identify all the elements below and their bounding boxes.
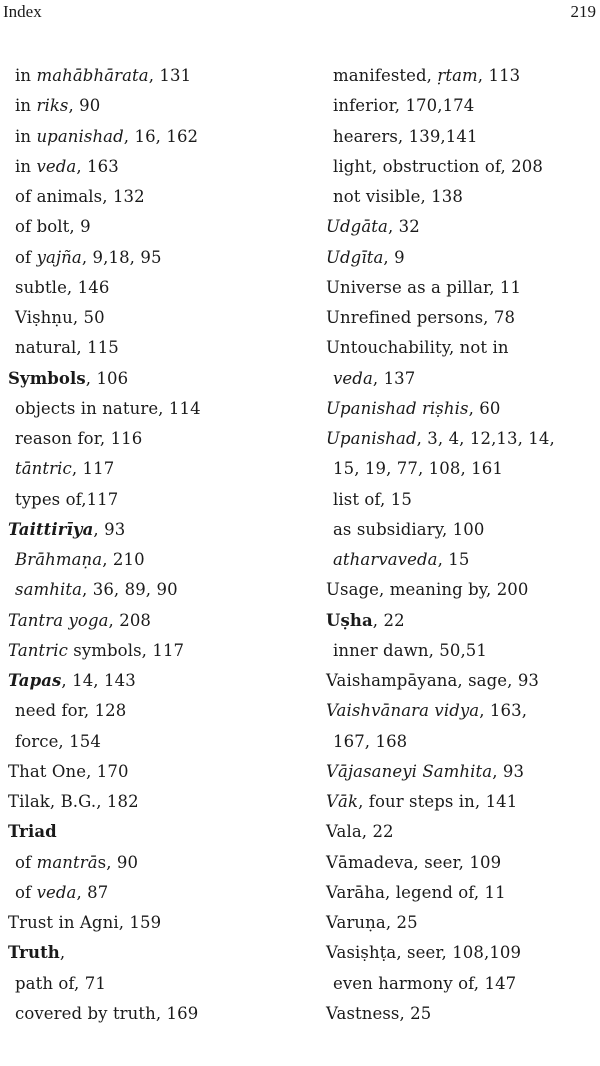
index-entry	[0, 666, 290, 696]
entry-text: , 106	[85, 368, 129, 388]
index-entry	[318, 394, 600, 424]
entry-text: yajña	[36, 247, 82, 267]
index-subentry	[0, 424, 290, 454]
index-column-left	[0, 61, 290, 1029]
entry-text: path of, 71	[15, 973, 106, 993]
index-entry	[318, 212, 600, 242]
entry-text: riks	[36, 96, 69, 116]
entry-text: tāntric	[15, 459, 72, 479]
entry-text: as subsidiary, 100	[333, 519, 485, 539]
entry-text: , 208	[108, 610, 152, 630]
entry-text: Varāha, legend of, 11	[326, 882, 506, 902]
entry-text: types of,117	[15, 489, 119, 509]
index-subentry	[0, 727, 290, 757]
entry-text: , 131	[148, 66, 192, 85]
entry-text: in	[15, 66, 37, 85]
entry-text: of	[15, 852, 37, 872]
entry-text: Usage, meaning by, 200	[326, 580, 529, 600]
entry-text: of animals, 132	[15, 187, 145, 206]
entry-text: , 163	[76, 156, 119, 176]
entry-text: inferior, 170,174	[333, 96, 475, 116]
index-subentry	[0, 999, 290, 1029]
index-subentry	[318, 152, 600, 182]
entry-text: Vastness, 25	[326, 1003, 432, 1023]
index-subentry	[318, 969, 600, 999]
index-entry	[0, 515, 290, 545]
entry-text: , 93	[492, 761, 525, 781]
index-subentry	[0, 696, 290, 726]
index-entry	[318, 787, 600, 817]
entry-text: , 117	[71, 459, 115, 479]
index-subentry	[318, 122, 600, 152]
page-number: 219	[570, 2, 596, 21]
index-entry	[0, 364, 290, 394]
entry-text: , 210	[102, 550, 145, 569]
index-subentry	[318, 485, 600, 515]
entry-text: mantrā	[36, 852, 98, 872]
entry-text: , 9	[383, 247, 405, 267]
entry-text: , 87	[76, 882, 109, 902]
entry-text: Taittirīya	[8, 519, 94, 539]
index-subentry	[0, 454, 290, 484]
entry-text: reason for, 116	[15, 429, 143, 448]
index-subentry	[318, 61, 600, 91]
entry-text: Tapas	[8, 671, 62, 690]
entry-text: , 15	[437, 550, 470, 569]
entry-text: Udgīta	[326, 247, 384, 267]
entry-text: Symbols	[8, 368, 86, 388]
index-entry	[0, 787, 290, 817]
entry-text: , 36, 89, 90	[82, 580, 178, 600]
entry-text: , 137	[372, 368, 416, 388]
entry-text: ṛtam	[437, 66, 478, 85]
entry-text: in	[15, 96, 37, 116]
entry-text: , 16, 162	[123, 126, 199, 146]
entry-text: ,	[59, 943, 66, 963]
entry-text: symbols, 117	[67, 640, 185, 660]
entry-text: , 93	[93, 519, 126, 539]
entry-text: inner dawn, 50,51	[333, 640, 488, 660]
index-entry	[318, 848, 600, 878]
entry-text: hearers, 139,141	[333, 126, 478, 146]
index-entry	[318, 938, 600, 968]
index-subentry	[318, 91, 600, 121]
entry-text: , 3, 4, 12,13, 14,	[416, 429, 555, 448]
entry-text: , 14, 143	[61, 671, 136, 690]
entry-text: Truth	[8, 943, 60, 963]
entry-text: samhita	[15, 580, 83, 600]
entry-text: objects in nature, 114	[15, 398, 201, 418]
index-subentry	[0, 575, 290, 605]
entry-text: , 60	[468, 398, 501, 418]
index-subentry	[0, 212, 290, 242]
index-subentry	[0, 182, 290, 212]
entry-text: of	[15, 247, 37, 267]
entry-text: 15, 19, 77, 108, 161	[333, 459, 503, 479]
index-entry	[318, 999, 600, 1029]
entry-text: Universe as a pillar, 11	[326, 277, 522, 297]
entry-text: veda	[36, 882, 77, 902]
index-entry	[318, 757, 600, 787]
index-entry	[0, 757, 290, 787]
index-subentry	[0, 91, 290, 121]
entry-text: in	[15, 126, 37, 146]
entry-text: That One, 170	[8, 761, 129, 781]
entry-text: veda	[333, 368, 373, 388]
entry-text: , 9,18, 95	[81, 247, 162, 267]
entry-text: Uṣha	[326, 610, 373, 630]
entry-text: Upanishad riṣhis	[326, 398, 469, 418]
index-entry	[318, 303, 600, 333]
index-subentry	[0, 333, 290, 363]
entry-text: list of, 15	[333, 489, 412, 509]
index-entry	[318, 878, 600, 908]
index-subentry	[318, 182, 600, 212]
index-entry	[318, 908, 600, 938]
index-entry	[318, 817, 600, 847]
entry-text: Tantric	[8, 640, 68, 660]
entry-text: s, 90	[97, 852, 139, 872]
entry-text: manifested,	[333, 66, 438, 85]
entry-text: Vāmadeva, seer, 109	[326, 852, 502, 872]
entry-text: , 113	[477, 66, 521, 85]
index-entry	[318, 575, 600, 605]
entry-text: , 90	[68, 96, 101, 116]
index-subentry	[0, 152, 290, 182]
index-subentry	[318, 454, 600, 484]
index-subentry	[0, 969, 290, 999]
running-head-title: Index	[3, 2, 42, 21]
entry-text: , 32	[387, 217, 420, 237]
index-subentry	[0, 61, 290, 91]
entry-text: Viṣhṇu, 50	[15, 308, 105, 327]
index-entry	[0, 938, 290, 968]
index-subentry	[0, 273, 290, 303]
entry-text: Udgāta	[326, 217, 388, 237]
entry-text: 167, 168	[333, 731, 408, 751]
entry-text: of bolt, 9	[15, 217, 91, 237]
entry-text: Trust in Agni, 159	[8, 913, 162, 932]
entry-text: , 163,	[479, 701, 528, 721]
entry-text: even harmony of, 147	[333, 973, 517, 993]
entry-text: Vāk	[326, 792, 359, 811]
index-subentry	[0, 303, 290, 333]
index-subentry	[0, 848, 290, 878]
entry-text: Vaishvānara vidya	[326, 701, 480, 721]
entry-text: Tilak, B.G., 182	[8, 792, 139, 811]
index-entry	[318, 696, 600, 726]
entry-text: need for, 128	[15, 701, 127, 721]
index-entry	[0, 817, 290, 847]
entry-text: of	[15, 882, 37, 902]
index-entry	[0, 606, 290, 636]
entry-text: Vala, 22	[326, 822, 394, 842]
entry-text: Vājasaneyi Samhita	[326, 761, 493, 781]
entry-text: force, 154	[15, 731, 101, 751]
entry-text: covered by truth, 169	[15, 1003, 199, 1023]
index-subentry	[318, 545, 600, 575]
index-entry	[318, 273, 600, 303]
index-subentry	[0, 878, 290, 908]
index-subentry	[318, 515, 600, 545]
entry-text: atharvaveda	[333, 550, 438, 569]
index-subentry	[0, 485, 290, 515]
index-subentry	[318, 364, 600, 394]
entry-text: in	[15, 156, 37, 176]
entry-text: , 22	[372, 610, 405, 630]
index-subentry	[0, 122, 290, 152]
entry-text: upanishad	[36, 126, 124, 146]
entry-text: subtle, 146	[15, 277, 110, 297]
entry-text: light, obstruction of, 208	[333, 156, 543, 176]
entry-text: Vasiṣhṭa, seer, 108,109	[326, 943, 522, 963]
entry-text: natural, 115	[15, 338, 119, 358]
entry-text: veda	[36, 156, 77, 176]
entry-text: Vaishampāyana, sage, 93	[326, 671, 540, 690]
entry-text: Untouchability, not in	[326, 338, 509, 358]
index-entry	[318, 333, 600, 363]
entry-text: not visible, 138	[333, 187, 463, 206]
entry-text: Varuṇa, 25	[326, 913, 418, 932]
entry-text: mahābhārata	[36, 66, 149, 85]
index-entry	[0, 636, 290, 666]
entry-text: Brāhmaṇa	[15, 550, 103, 569]
index-entry	[318, 666, 600, 696]
index-entry	[318, 424, 600, 454]
index-subentry	[318, 636, 600, 666]
entry-text: Tantra yoga	[8, 610, 109, 630]
index-subentry	[0, 545, 290, 575]
index-subentry	[0, 243, 290, 273]
entry-text: Unrefined persons, 78	[326, 308, 516, 327]
entry-text: , four steps in, 141	[358, 792, 518, 811]
index-subentry	[318, 727, 600, 757]
entry-text: Upanishad	[326, 429, 417, 448]
index-entry	[0, 908, 290, 938]
entry-text: Triad	[8, 822, 57, 842]
index-entry	[318, 243, 600, 273]
index-column-right	[318, 61, 600, 1029]
index-subentry	[0, 394, 290, 424]
index-entry	[318, 606, 600, 636]
